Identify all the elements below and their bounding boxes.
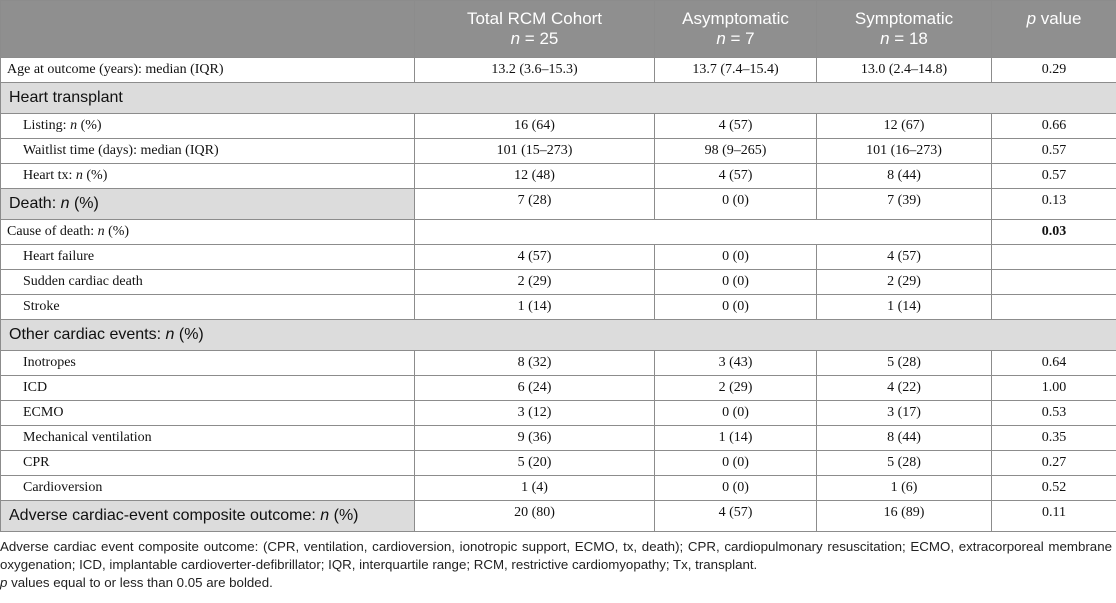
cell-p: 0.11 [992,501,1116,532]
label-n: n [75,168,83,183]
cell-sym: 3 (17) [817,401,992,426]
label-suffix: (%) [174,326,204,343]
table-row-heart-tx [1,164,1116,189]
table-row-cardioversion [1,476,1116,501]
label-text: Listing: [23,118,71,133]
cell-sym: 4 (22) [817,376,992,401]
footnote-abbreviations: Adverse cardiac event composite outcome: (CPR, ventilation, cardioversion, ionotropic support, ECMO, tx, death); CPR, cardiopulmonary resuscitation; ECMO, extracorporeal membrane oxygenation; ICD, implantable cardioverter-defibrillator; IQR, interquartile range; RCM, restrictive cardiomyopathy; Tx, transplant. [0,539,1112,572]
label-suffix: (%) [82,168,108,183]
row-label [1,114,415,139]
cell-total: 1 (14) [415,295,655,320]
cell-total: 101 (15–273) [415,139,655,164]
cell-p: 0.52 [992,476,1116,501]
cell-total: 2 (29) [415,270,655,295]
row-label: Inotropes [1,351,415,376]
section-title: Heart transplant [1,83,1116,114]
row-label: Heart failure [1,245,415,270]
cell-p-empty [992,245,1116,270]
row-label: CPR [1,451,415,476]
label-text: Heart tx: [23,168,76,183]
section-title [1,320,1116,351]
header-asymptomatic [655,1,817,58]
cell-asym: 4 (57) [655,114,817,139]
table-row-death [1,189,1116,220]
row-label: Mechanical ventilation [1,426,415,451]
cell-sym: 1 (14) [817,295,992,320]
cell-asym: 0 (0) [655,189,817,220]
cell-asym: 2 (29) [655,376,817,401]
section-heart-transplant [1,83,1116,114]
cell-asym: 4 (57) [655,501,817,532]
header-sym-title: Symptomatic [854,9,954,28]
cell-total: 3 (12) [415,401,655,426]
header-total-title: Total RCM Cohort [466,9,603,28]
header-p-symbol: p [1026,9,1037,28]
table-row-listing [1,114,1116,139]
cell-asym: 3 (43) [655,351,817,376]
cell-asym: 0 (0) [655,270,817,295]
row-label [1,501,415,532]
row-label: Stroke [1,295,415,320]
cell-p: 0.64 [992,351,1116,376]
cell-sym: 1 (6) [817,476,992,501]
label-n: n [320,507,330,524]
cell-p-empty [992,270,1116,295]
header-p-value [992,1,1116,58]
table-row-cpr [1,451,1116,476]
cell-total: 5 (20) [415,451,655,476]
label-text: Adverse cardiac-event composite outcome: [9,507,321,524]
header-asym-title: Asymptomatic [682,9,789,28]
label-n: n [165,326,175,343]
row-label [1,189,415,220]
cell-total: 1 (4) [415,476,655,501]
row-label: ECMO [1,401,415,426]
cell-total: 16 (64) [415,114,655,139]
label-suffix: (%) [329,507,359,524]
header-total-n-value: = 25 [520,29,559,48]
cell-sym: 2 (29) [817,270,992,295]
table-row-sudden-cardiac-death [1,270,1116,295]
table-row-age [1,58,1116,83]
row-label [1,220,415,245]
row-label: Cardioversion [1,476,415,501]
cell-p: 0.13 [992,189,1116,220]
table-row-inotropes [1,351,1116,376]
header-asym-n-symbol: n [716,29,726,48]
cell-p: 0.53 [992,401,1116,426]
header-symptomatic [817,1,992,58]
cell-sym: 5 (28) [817,351,992,376]
table-row-ecmo [1,401,1116,426]
cell-asym: 0 (0) [655,476,817,501]
label-suffix: (%) [104,224,130,239]
footnote-p-text: values equal to or less than 0.05 are bolded. [7,575,273,590]
row-label: Waitlist time (days): median (IQR) [1,139,415,164]
header-label-col [1,1,415,58]
cell-sym: 12 (67) [817,114,992,139]
header-asym-n-value: = 7 [725,29,755,48]
cell-p: 0.29 [992,58,1116,83]
cell-p: 1.00 [992,376,1116,401]
table-row-waitlist [1,139,1116,164]
cell-total: 4 (57) [415,245,655,270]
row-label [1,164,415,189]
cell-sym: 16 (89) [817,501,992,532]
cell-sym: 7 (39) [817,189,992,220]
section-other-cardiac-events [1,320,1116,351]
cell-total: 20 (80) [415,501,655,532]
label-suffix: (%) [69,195,99,212]
cell-p-empty [992,295,1116,320]
header-total-n-symbol: n [510,29,521,48]
header-p-rest: value [1036,9,1082,28]
table-row-cause-of-death [1,220,1116,245]
cell-sym: 4 (57) [817,245,992,270]
table-row-stroke [1,295,1116,320]
label-suffix: (%) [77,118,102,133]
cell-p: 0.57 [992,139,1116,164]
cell-p: 0.35 [992,426,1116,451]
label-n: n [60,195,70,212]
header-sym-n-value: = 18 [889,29,928,48]
cell-asym: 1 (14) [655,426,817,451]
cell-total: 9 (36) [415,426,655,451]
cell-p: 0.57 [992,164,1116,189]
cell-merged-empty [415,220,992,245]
cell-asym: 13.7 (7.4–15.4) [655,58,817,83]
footnote-p-symbol: p [0,575,8,590]
footnote-pvalues [0,574,1112,592]
table-row-icd [1,376,1116,401]
cell-p-bold: 0.03 [992,220,1116,245]
cell-sym: 101 (16–273) [817,139,992,164]
cell-asym: 4 (57) [655,164,817,189]
label-text: Other cardiac events: [9,326,166,343]
cell-sym: 8 (44) [817,164,992,189]
cell-total: 6 (24) [415,376,655,401]
label-n: n [70,118,78,133]
cell-p: 0.66 [992,114,1116,139]
table-header-row [1,1,1116,58]
cell-total: 12 (48) [415,164,655,189]
table-row-composite-outcome [1,501,1116,532]
cell-sym: 8 (44) [817,426,992,451]
table-row-heart-failure [1,245,1116,270]
cell-total: 7 (28) [415,189,655,220]
cell-p: 0.27 [992,451,1116,476]
cell-total: 8 (32) [415,351,655,376]
row-label: Age at outcome (years): median (IQR) [1,58,415,83]
cell-asym: 0 (0) [655,295,817,320]
cell-asym: 98 (9–265) [655,139,817,164]
table-row-mechanical-ventilation [1,426,1116,451]
label-text: Death: [9,195,61,212]
label-text: Cause of death: [7,224,98,239]
cell-asym: 0 (0) [655,401,817,426]
table-footnotes [0,538,1112,592]
cell-total: 13.2 (3.6–15.3) [415,58,655,83]
cell-sym: 5 (28) [817,451,992,476]
cell-asym: 0 (0) [655,245,817,270]
row-label: ICD [1,376,415,401]
cell-asym: 0 (0) [655,451,817,476]
header-sym-n-symbol: n [880,29,890,48]
row-label: Sudden cardiac death [1,270,415,295]
cell-sym: 13.0 (2.4–14.8) [817,58,992,83]
label-n: n [97,224,105,239]
header-total [415,1,655,58]
